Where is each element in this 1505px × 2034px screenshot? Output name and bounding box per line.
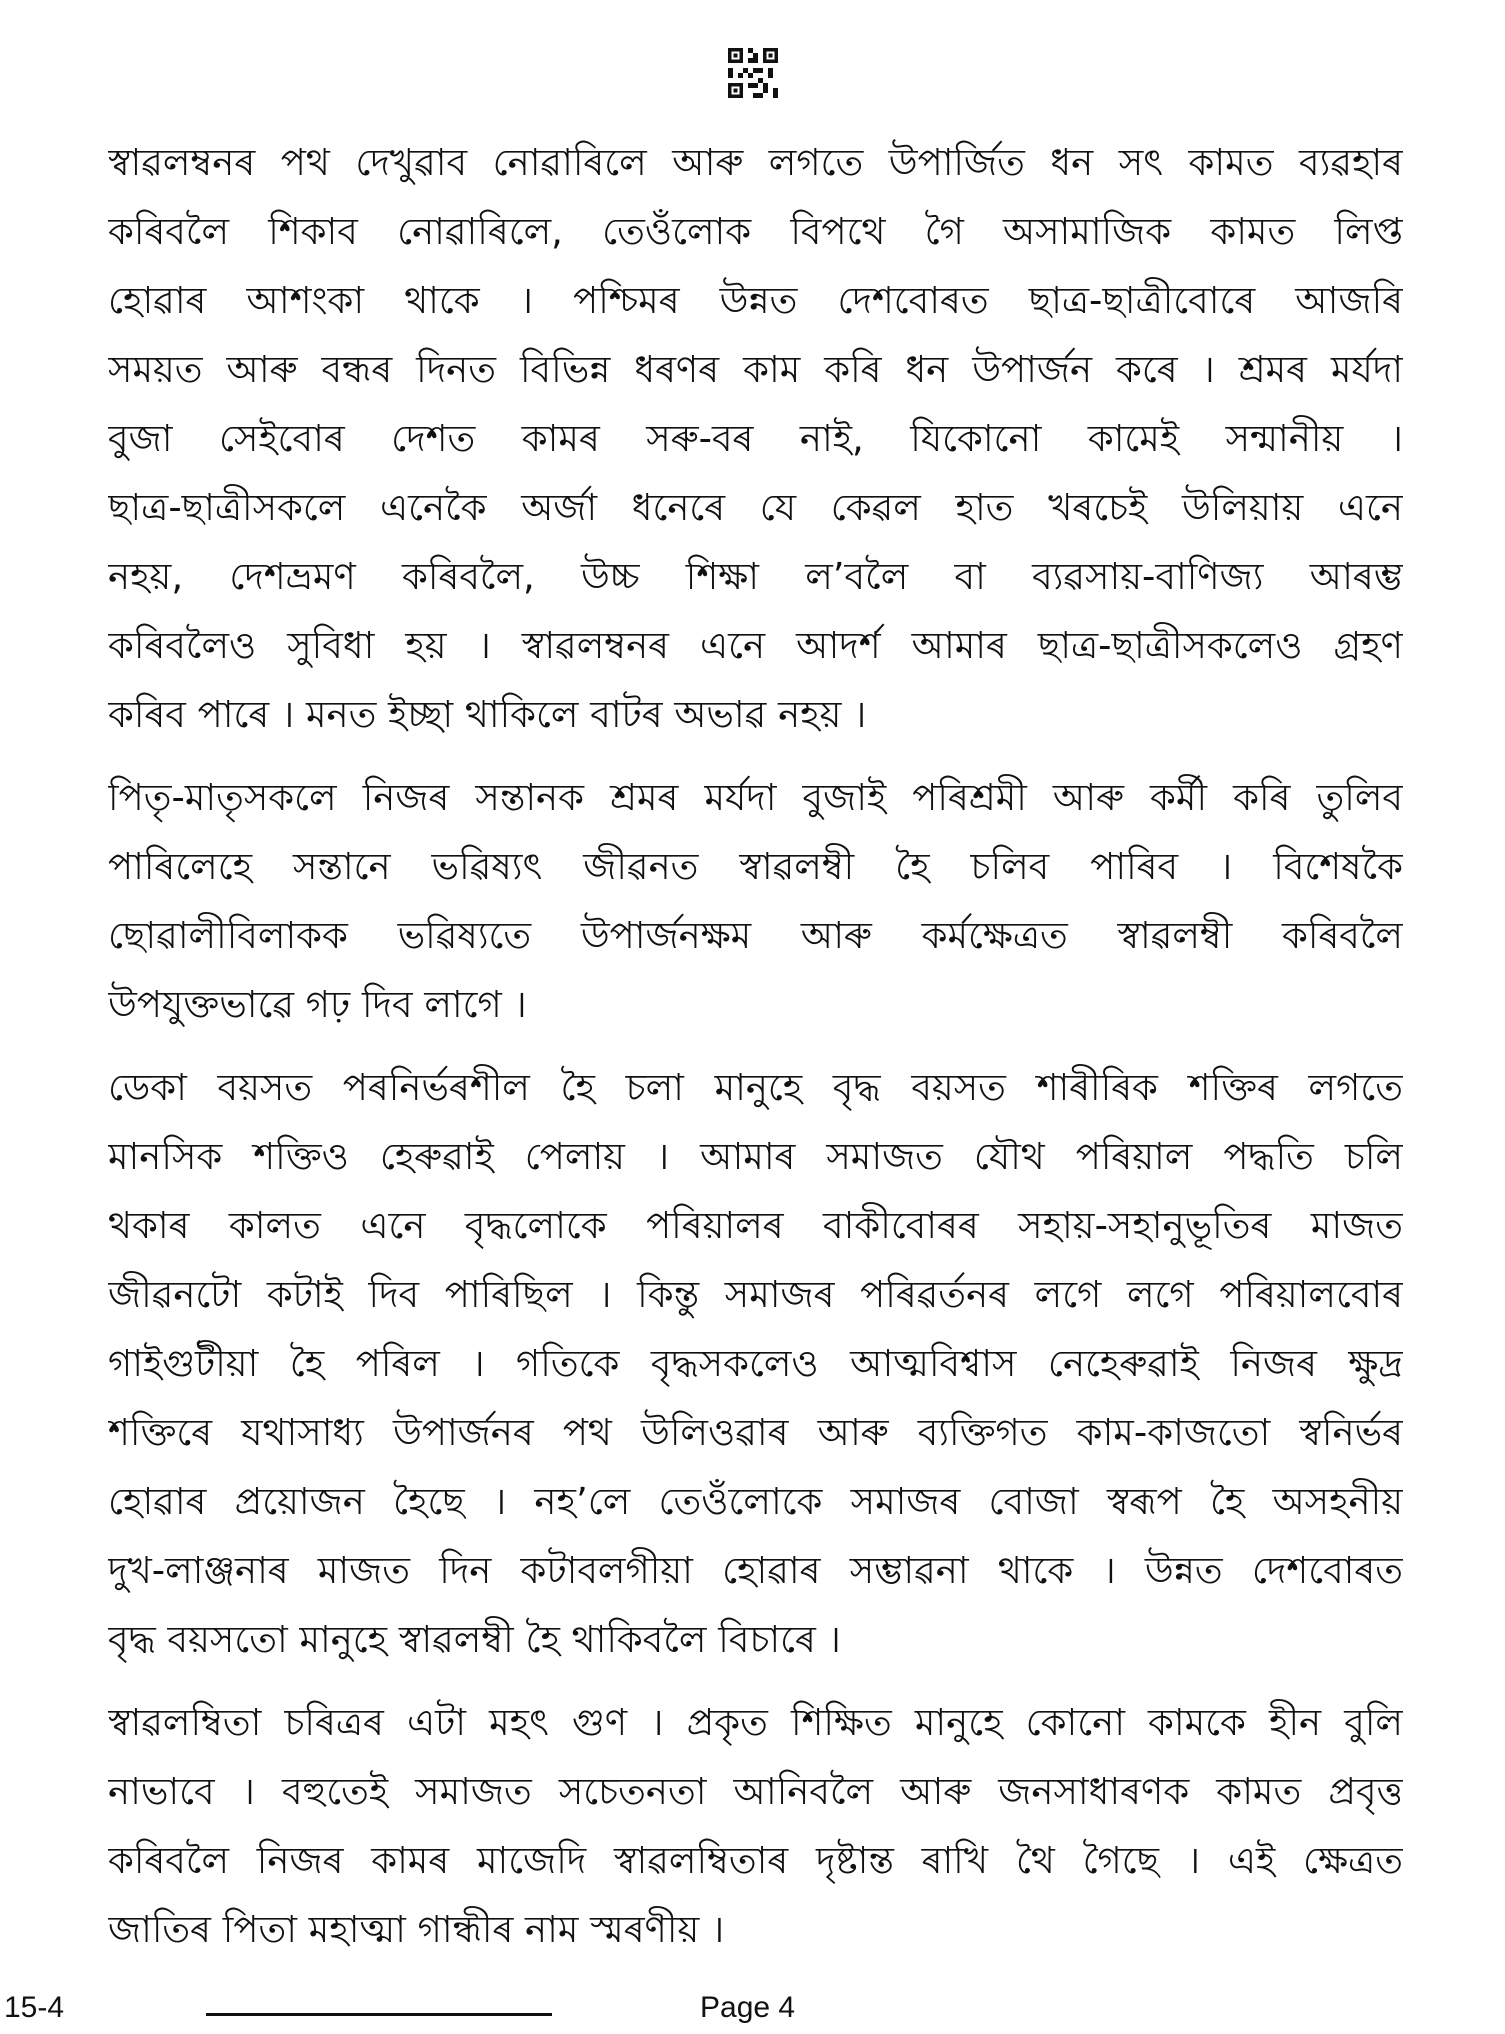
text-line: নহয়, দেশভ্ৰমণ কৰিবলৈ, উচ্চ শিক্ষা ল’বলৈ বা ব্যৱসায়-বাণিজ্য আৰম্ভ bbox=[108, 555, 1403, 598]
paragraph bbox=[108, 128, 1403, 749]
text-line: গাইগুটীয়া হৈ পৰিল । গতিকে বৃদ্ধসকলেও আত্মবিশ্বাস নেহেৰুৱাই নিজৰ ক্ষুদ্ৰ bbox=[108, 1342, 1403, 1385]
text-line: নাভাবে । বহুতেই সমাজত সচেতনতা আনিবলৈ আৰু জনসাধাৰণক কামত প্ৰবৃত্ত bbox=[108, 1770, 1403, 1813]
text-line: স্বাৱলম্বনৰ পথ দেখুৱাব নোৱাৰিলে আৰু লগতে উপাৰ্জিত ধন সৎ কামত ব্যৱহাৰ bbox=[108, 141, 1403, 184]
text-line: দুখ-লাঞ্জনাৰ মাজত দিন কটাবলগীয়া হোৱাৰ সম্ভাৱনা থাকে । উন্নত দেশবোৰত bbox=[108, 1549, 1403, 1592]
text-line: শক্তিৰে যথাসাধ্য উপাৰ্জনৰ পথ উলিওৱাৰ আৰু ব্যক্তিগত কাম-কাজতো স্বনিৰ্ভৰ bbox=[108, 1411, 1403, 1454]
document-body bbox=[108, 128, 1403, 1978]
text-line: ডেকা বয়সত পৰনিৰ্ভৰশীল হৈ চলা মানুহে বৃদ্ধ বয়সত শাৰীৰিক শক্তিৰ লগতে bbox=[108, 1066, 1403, 1109]
text-line: বুজা সেইবোৰ দেশত কামৰ সৰু-বৰ নাই, যিকোনো কামেই সন্মানীয় । bbox=[108, 417, 1403, 460]
text-line: বৃদ্ধ বয়সতো মানুহে স্বাৱলম্বী হৈ থাকিবলৈ বিচাৰে । bbox=[108, 1618, 841, 1661]
text-line: কৰিব পাৰে । মনত ইচ্ছা থাকিলে বাটৰ অভাৱ নহয় । bbox=[108, 693, 867, 736]
text-line: উপযুক্তভাৱে গঢ় দিব লাগে । bbox=[108, 983, 527, 1026]
text-line: ছোৱালীবিলাকক ভৱিষ্যতে উপাৰ্জনক্ষম আৰু কৰ্মক্ষেত্ৰত স্বাৱলম্বী কৰিবলৈ bbox=[108, 914, 1403, 957]
text-line: কৰিবলৈ নিজৰ কামৰ মাজেদি স্বাৱলম্বিতাৰ দৃষ্টান্ত ৰাখি থৈ গৈছে । এই ক্ষেত্ৰত bbox=[108, 1839, 1403, 1882]
paragraph bbox=[108, 1688, 1403, 1964]
text-line: জীৱনটো কটাই দিব পাৰিছিল । কিন্তু সমাজৰ পৰিৱৰ্তনৰ লগে লগে পৰিয়ালবোৰ bbox=[108, 1273, 1403, 1316]
text-line: পাৰিলেহে সন্তানে ভৱিষ্যৎ জীৱনত স্বাৱলম্বী হৈ চলিব পাৰিব । বিশেষকৈ bbox=[108, 845, 1403, 888]
text-line: সময়ত আৰু বন্ধৰ দিনত বিভিন্ন ধৰণৰ কাম কৰি ধন উপাৰ্জন কৰে । শ্ৰমৰ মৰ্যদা bbox=[108, 348, 1403, 391]
text-line: কৰিবলৈ শিকাব নোৱাৰিলে, তেওঁলোক বিপথে গৈ অসামাজিক কামত লিপ্ত bbox=[108, 210, 1403, 253]
text-line: থকাৰ কালত এনে বৃদ্ধলোকে পৰিয়ালৰ বাকীবোৰৰ সহায়-সহানুভূতিৰ মাজত bbox=[108, 1204, 1403, 1247]
text-line: মানসিক শক্তিও হেৰুৱাই পেলায় । আমাৰ সমাজত যৌথ পৰিয়াল পদ্ধতি চলি bbox=[108, 1135, 1403, 1178]
paragraph bbox=[108, 763, 1403, 1039]
qr-code-icon bbox=[728, 48, 778, 98]
text-line: কৰিবলৈও সুবিধা হয় । স্বাৱলম্বনৰ এনে আদৰ্শ আমাৰ ছাত্ৰ-ছাত্ৰীসকলেও গ্ৰহণ bbox=[108, 624, 1403, 667]
text-line: হোৱাৰ প্ৰয়োজন হৈছে । নহ’লে তেওঁলোকে সমাজৰ বোজা স্বৰূপ হৈ অসহনীয় bbox=[108, 1480, 1403, 1523]
text-line: পিতৃ-মাতৃসকলে নিজৰ সন্তানক শ্ৰমৰ মৰ্যদা বুজাই পৰিশ্ৰমী আৰু কৰ্মী কৰি তুলিব bbox=[108, 776, 1403, 819]
page-code: 15-4 bbox=[4, 1991, 65, 2024]
page-number: Page 4 bbox=[700, 1991, 796, 2024]
text-line: জাতিৰ পিতা মহাত্মা গান্ধীৰ নাম স্মৰণীয় । bbox=[108, 1908, 725, 1951]
text-line: ছাত্ৰ-ছাত্ৰীসকলে এনেকৈ অৰ্জা ধনেৰে যে কেৱল হাত খৰচেই উলিয়ায় এনে bbox=[108, 486, 1403, 529]
text-line: হোৱাৰ আশংকা থাকে । পশ্চিমৰ উন্নত দেশবোৰত ছাত্ৰ-ছাত্ৰীবোৰে আজৰি bbox=[108, 279, 1403, 322]
paragraph bbox=[108, 1053, 1403, 1674]
signature-line bbox=[206, 2013, 552, 2016]
text-line: স্বাৱলম্বিতা চৰিত্ৰৰ এটা মহৎ গুণ । প্ৰকৃত শিক্ষিত মানুহে কোনো কামকে হীন বুলি bbox=[108, 1701, 1403, 1744]
